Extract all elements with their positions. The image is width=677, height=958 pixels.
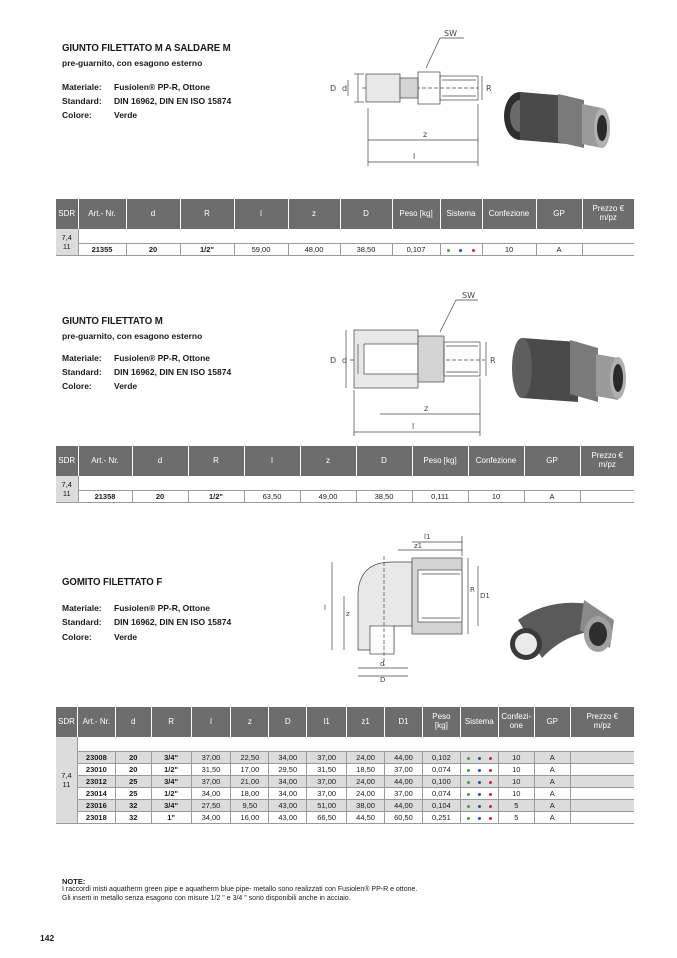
cell-l: 31,50 bbox=[191, 763, 231, 775]
col-gp: GP bbox=[534, 707, 570, 737]
cell-l1: 66,50 bbox=[307, 811, 347, 823]
col-confezione: Confezione bbox=[468, 446, 524, 476]
note-title: NOTE: bbox=[62, 877, 86, 886]
cell-D1: 37,00 bbox=[385, 763, 423, 775]
blue-dot-icon bbox=[478, 757, 481, 760]
cell-gp: A bbox=[524, 490, 580, 502]
cell-d: 20 bbox=[132, 490, 188, 502]
section3-standard-row bbox=[62, 617, 231, 627]
table-spacer-row bbox=[56, 737, 634, 751]
page-number: 142 bbox=[40, 933, 55, 943]
sdr-value-2: 11 bbox=[62, 241, 71, 251]
cell-peso: 0,251 bbox=[422, 811, 460, 823]
cell-z: 16,00 bbox=[231, 811, 269, 823]
col-d: d bbox=[132, 446, 188, 476]
cell-gp: A bbox=[534, 751, 570, 763]
cell-D: 34,00 bbox=[269, 787, 307, 799]
section1-technical-drawing bbox=[318, 28, 493, 180]
cell-prezzo bbox=[570, 763, 634, 775]
cell-confezione: 10 bbox=[498, 787, 534, 799]
standard-label: Standard: bbox=[62, 96, 102, 106]
cell-D1: 37,00 bbox=[385, 787, 423, 799]
cell-D: 43,00 bbox=[269, 811, 307, 823]
cell-R: 1/2" bbox=[188, 490, 244, 502]
prezzo-line1: Prezzo € bbox=[592, 204, 625, 214]
col-l: l bbox=[234, 199, 288, 229]
cell-l: 63,50 bbox=[244, 490, 300, 502]
drawing-label-D: D bbox=[330, 84, 337, 93]
cell-l: 34,00 bbox=[191, 787, 231, 799]
col-D: D bbox=[269, 707, 307, 737]
col-peso: Peso [kg] bbox=[422, 707, 460, 737]
cell-l: 37,00 bbox=[191, 775, 231, 787]
col-d: d bbox=[126, 199, 180, 229]
prezzo-line2: m/pz bbox=[598, 460, 616, 469]
drawing-label-d: d bbox=[342, 84, 348, 93]
cell-prezzo bbox=[580, 490, 634, 502]
red-dot-icon bbox=[489, 769, 492, 772]
cell-d: 25 bbox=[115, 775, 151, 787]
drawing-label-d: d bbox=[380, 660, 385, 668]
cell-z: 9,50 bbox=[231, 799, 269, 811]
section1-product-photo bbox=[498, 82, 618, 167]
prezzo-line1: Prezzo € bbox=[591, 451, 624, 461]
cell-D1: 44,00 bbox=[385, 775, 423, 787]
section3-colore: Verde bbox=[114, 632, 138, 642]
drawing-label-D: D bbox=[380, 676, 386, 684]
drawing-label-D: D bbox=[330, 356, 337, 365]
cell-R: 1/2" bbox=[151, 763, 191, 775]
table-header-row bbox=[56, 707, 634, 737]
cell-sistema bbox=[460, 787, 498, 799]
cell-sistema bbox=[460, 811, 498, 823]
cell-D: 29,50 bbox=[269, 763, 307, 775]
cell-peso: 0,107 bbox=[392, 243, 440, 255]
materiale-label: Materiale: bbox=[62, 603, 102, 613]
table-spacer-row bbox=[56, 476, 634, 490]
cell-R: 1" bbox=[151, 811, 191, 823]
section3-materiale: Fusiolen® PP-R, Ottone bbox=[114, 603, 210, 613]
table-row bbox=[56, 243, 634, 255]
cell-d: 32 bbox=[115, 799, 151, 811]
col-sistema: Sistema bbox=[460, 707, 498, 737]
cell-confezione: 10 bbox=[498, 763, 534, 775]
green-dot-icon bbox=[467, 805, 470, 808]
col-D: D bbox=[356, 446, 412, 476]
red-dot-icon bbox=[489, 793, 492, 796]
green-dot-icon bbox=[467, 781, 470, 784]
cell-confezione: 10 bbox=[498, 775, 534, 787]
cell-d: 25 bbox=[115, 787, 151, 799]
prezzo-line1: Prezzo € bbox=[586, 712, 619, 722]
cell-prezzo bbox=[570, 787, 634, 799]
cell-confezione: 5 bbox=[498, 811, 534, 823]
col-confezione bbox=[498, 707, 534, 737]
cell-gp: A bbox=[534, 799, 570, 811]
section3-materiale-row bbox=[62, 603, 210, 613]
section3-colore-row bbox=[62, 632, 137, 642]
cell-l1: 51,00 bbox=[307, 799, 347, 811]
drawing-label-R: R bbox=[490, 356, 496, 365]
cell-gp: A bbox=[534, 775, 570, 787]
cell-art: 21355 bbox=[78, 243, 126, 255]
table-row bbox=[56, 787, 634, 799]
col-R: R bbox=[188, 446, 244, 476]
section1-subtitle: pre-guarnito, con esagono esterno bbox=[62, 58, 203, 68]
col-R: R bbox=[180, 199, 234, 229]
col-z: z bbox=[300, 446, 356, 476]
drawing-label-R: R bbox=[486, 84, 492, 93]
cell-d: 20 bbox=[126, 243, 180, 255]
cell-l: 37,00 bbox=[191, 751, 231, 763]
red-dot-icon bbox=[489, 757, 492, 760]
note-line-2: Gli inserti in metallo senza esagono con misure 1/2 " e 3/4 " sono disponibili anche in acciaio. bbox=[62, 895, 351, 902]
col-l: l bbox=[244, 446, 300, 476]
section2-colore-row bbox=[62, 381, 137, 391]
col-sistema: Sistema bbox=[440, 199, 482, 229]
section1-materiale: Fusiolen® PP-R, Ottone bbox=[114, 82, 210, 92]
section2-standard: DIN 16962, DIN EN ISO 15874 bbox=[114, 367, 232, 377]
cell-l: 59,00 bbox=[234, 243, 288, 255]
col-d: d bbox=[115, 707, 151, 737]
drawing-label-l: l bbox=[413, 152, 416, 161]
prezzo-line2: m/pz bbox=[593, 721, 611, 730]
cell-z1: 44,50 bbox=[347, 811, 385, 823]
cell-confezione: 5 bbox=[498, 799, 534, 811]
cell-art: 23014 bbox=[77, 787, 115, 799]
col-prezzo bbox=[580, 446, 634, 476]
cell-D: 43,00 bbox=[269, 799, 307, 811]
section3-standard: DIN 16962, DIN EN ISO 15874 bbox=[114, 617, 232, 627]
blue-dot-icon bbox=[478, 793, 481, 796]
drawing-label-l: l bbox=[412, 422, 415, 431]
section2-title: GIUNTO FILETTATO M bbox=[62, 315, 163, 327]
blue-dot-icon bbox=[459, 249, 462, 252]
cell-peso: 0,104 bbox=[422, 799, 460, 811]
confezione-line1: Confezi- bbox=[501, 712, 532, 722]
blue-dot-icon bbox=[478, 805, 481, 808]
cell-D1: 44,00 bbox=[385, 751, 423, 763]
materiale-label: Materiale: bbox=[62, 82, 102, 92]
blue-dot-icon bbox=[478, 769, 481, 772]
cell-sistema bbox=[460, 763, 498, 775]
sdr-cell bbox=[56, 476, 78, 502]
red-dot-icon bbox=[489, 805, 492, 808]
col-prezzo bbox=[582, 199, 634, 229]
colore-label: Colore: bbox=[62, 110, 92, 120]
section2-standard-row bbox=[62, 367, 231, 377]
cell-art: 23016 bbox=[77, 799, 115, 811]
drawing-label-z: z bbox=[423, 130, 428, 139]
cell-D1: 44,00 bbox=[385, 799, 423, 811]
cell-z: 18,00 bbox=[231, 787, 269, 799]
col-gp: GP bbox=[536, 199, 582, 229]
col-z: z bbox=[231, 707, 269, 737]
section2-table bbox=[56, 446, 634, 503]
cell-d: 20 bbox=[115, 751, 151, 763]
cell-z: 49,00 bbox=[300, 490, 356, 502]
col-sdr: SDR bbox=[56, 446, 78, 476]
colore-label: Colore: bbox=[62, 632, 92, 642]
cell-D: 34,00 bbox=[269, 751, 307, 763]
cell-peso: 0,100 bbox=[422, 775, 460, 787]
cell-D1: 60,50 bbox=[385, 811, 423, 823]
cell-z1: 38,00 bbox=[347, 799, 385, 811]
cell-gp: A bbox=[534, 763, 570, 775]
table-spacer-row bbox=[56, 229, 634, 243]
sdr-value-1: 7,4 bbox=[61, 232, 72, 242]
cell-R: 1/2" bbox=[151, 787, 191, 799]
cell-art: 23008 bbox=[77, 751, 115, 763]
section1-standard-row bbox=[62, 96, 231, 106]
cell-D: 38,50 bbox=[356, 490, 412, 502]
sdr-value-2: 11 bbox=[62, 779, 71, 789]
section1-colore: Verde bbox=[114, 110, 138, 120]
cell-l: 34,00 bbox=[191, 811, 231, 823]
drawing-label-D1: D1 bbox=[480, 592, 490, 600]
cell-prezzo bbox=[570, 751, 634, 763]
cell-confezione: 10 bbox=[482, 243, 536, 255]
col-gp: GP bbox=[524, 446, 580, 476]
col-confezione: Confezione bbox=[482, 199, 536, 229]
table-row bbox=[56, 490, 634, 502]
col-z: z bbox=[288, 199, 340, 229]
table-row bbox=[56, 799, 634, 811]
cell-l1: 37,00 bbox=[307, 751, 347, 763]
section2-subtitle: pre-guarnito, con esagono esterno bbox=[62, 331, 203, 341]
sdr-value-1: 7,4 bbox=[61, 479, 72, 489]
cell-l1: 37,00 bbox=[307, 775, 347, 787]
cell-z1: 24,00 bbox=[347, 775, 385, 787]
cell-l1: 31,50 bbox=[307, 763, 347, 775]
col-prezzo bbox=[570, 707, 634, 737]
col-R: R bbox=[151, 707, 191, 737]
section1-title: GIUNTO FILETTATO M A SALDARE M bbox=[62, 42, 231, 54]
drawing-label-sw: SW bbox=[462, 291, 475, 300]
cell-art: 23018 bbox=[77, 811, 115, 823]
green-dot-icon bbox=[467, 769, 470, 772]
drawing-label-z: z bbox=[346, 610, 350, 618]
cell-z: 21,00 bbox=[231, 775, 269, 787]
section1-standard: DIN 16962, DIN EN ISO 15874 bbox=[114, 96, 232, 106]
section2-materiale: Fusiolen® PP-R, Ottone bbox=[114, 353, 210, 363]
cell-art: 21358 bbox=[78, 490, 132, 502]
materiale-label: Materiale: bbox=[62, 353, 102, 363]
cell-l1: 37,00 bbox=[307, 787, 347, 799]
cell-peso: 0,074 bbox=[422, 763, 460, 775]
sdr-cell bbox=[56, 737, 77, 823]
cell-gp: A bbox=[536, 243, 582, 255]
table-header-row bbox=[56, 199, 634, 229]
col-peso: Peso [kg] bbox=[392, 199, 440, 229]
section2-colore: Verde bbox=[114, 381, 138, 391]
cell-z: 48,00 bbox=[288, 243, 340, 255]
drawing-label-sw: SW bbox=[444, 29, 457, 38]
col-sdr: SDR bbox=[56, 199, 78, 229]
cell-R: 1/2" bbox=[180, 243, 234, 255]
cell-peso: 0,074 bbox=[422, 787, 460, 799]
colore-label: Colore: bbox=[62, 381, 92, 391]
drawing-label-z: z bbox=[424, 404, 429, 413]
section2-materiale-row bbox=[62, 353, 210, 363]
cell-sistema bbox=[460, 799, 498, 811]
section3-title: GOMITO FILETTATO F bbox=[62, 576, 163, 588]
confezione-line2: one bbox=[509, 721, 523, 730]
note-line-1: I raccordi misti aquatherm green pipe e aquatherm blue pipe- metallo sono realizzati con Fusiolen® PP-R e ottone. bbox=[62, 886, 418, 893]
section1-colore-row bbox=[62, 110, 137, 120]
drawing-label-R: R bbox=[470, 586, 475, 594]
cell-z1: 24,00 bbox=[347, 751, 385, 763]
cell-R: 3/4" bbox=[151, 751, 191, 763]
cell-art: 23010 bbox=[77, 763, 115, 775]
green-dot-icon bbox=[467, 817, 470, 820]
table-header-row bbox=[56, 446, 634, 476]
section2-technical-drawing bbox=[320, 290, 500, 438]
cell-z1: 18,50 bbox=[347, 763, 385, 775]
red-dot-icon bbox=[472, 249, 475, 252]
cell-sistema bbox=[460, 751, 498, 763]
col-art: Art.- Nr. bbox=[77, 707, 115, 737]
section2-product-photo bbox=[508, 328, 628, 418]
cell-d: 20 bbox=[115, 763, 151, 775]
section1-table bbox=[56, 199, 634, 256]
col-D1: D1 bbox=[385, 707, 423, 737]
table-row bbox=[56, 763, 634, 775]
cell-D: 34,00 bbox=[269, 775, 307, 787]
table-row bbox=[56, 775, 634, 787]
cell-sistema bbox=[460, 775, 498, 787]
cell-z: 22,50 bbox=[231, 751, 269, 763]
green-dot-icon bbox=[447, 249, 450, 252]
prezzo-line2: m/pz bbox=[599, 213, 617, 222]
cell-gp: A bbox=[534, 787, 570, 799]
col-l: l bbox=[191, 707, 231, 737]
cell-confezione: 10 bbox=[468, 490, 524, 502]
cell-sistema bbox=[440, 243, 482, 255]
cell-D: 38,50 bbox=[340, 243, 392, 255]
sdr-cell bbox=[56, 229, 78, 255]
table-row bbox=[56, 811, 634, 823]
section3-table bbox=[56, 707, 634, 824]
green-dot-icon bbox=[467, 757, 470, 760]
col-l1: l1 bbox=[307, 707, 347, 737]
standard-label: Standard: bbox=[62, 617, 102, 627]
table-row bbox=[56, 751, 634, 763]
red-dot-icon bbox=[489, 817, 492, 820]
cell-prezzo bbox=[570, 799, 634, 811]
sdr-value-1: 7,4 bbox=[61, 770, 72, 780]
col-art: Art.- Nr. bbox=[78, 199, 126, 229]
col-peso: Peso [kg] bbox=[412, 446, 468, 476]
cell-z1: 24,00 bbox=[347, 787, 385, 799]
cell-R: 3/4" bbox=[151, 799, 191, 811]
sdr-value-2: 11 bbox=[62, 488, 71, 498]
drawing-label-z1: z1 bbox=[414, 542, 423, 550]
cell-l: 27,50 bbox=[191, 799, 231, 811]
cell-prezzo bbox=[570, 775, 634, 787]
drawing-label-l: l bbox=[324, 604, 326, 612]
green-dot-icon bbox=[467, 793, 470, 796]
section3-product-photo bbox=[498, 590, 623, 670]
cell-z: 17,00 bbox=[231, 763, 269, 775]
cell-peso: 0,111 bbox=[412, 490, 468, 502]
col-sdr: SDR bbox=[56, 707, 77, 737]
col-art: Art.- Nr. bbox=[78, 446, 132, 476]
section3-technical-drawing bbox=[318, 526, 496, 684]
cell-art: 23012 bbox=[77, 775, 115, 787]
blue-dot-icon bbox=[478, 817, 481, 820]
cell-R: 3/4" bbox=[151, 775, 191, 787]
cell-gp: A bbox=[534, 811, 570, 823]
section1-materiale-row bbox=[62, 82, 210, 92]
cell-prezzo bbox=[582, 243, 634, 255]
cell-confezione: 10 bbox=[498, 751, 534, 763]
col-D: D bbox=[340, 199, 392, 229]
cell-d: 32 bbox=[115, 811, 151, 823]
cell-peso: 0,102 bbox=[422, 751, 460, 763]
red-dot-icon bbox=[489, 781, 492, 784]
drawing-label-l1: l1 bbox=[424, 533, 431, 541]
col-z1: z1 bbox=[347, 707, 385, 737]
cell-prezzo bbox=[570, 811, 634, 823]
blue-dot-icon bbox=[478, 781, 481, 784]
standard-label: Standard: bbox=[62, 367, 102, 377]
drawing-label-d: d bbox=[342, 356, 348, 365]
